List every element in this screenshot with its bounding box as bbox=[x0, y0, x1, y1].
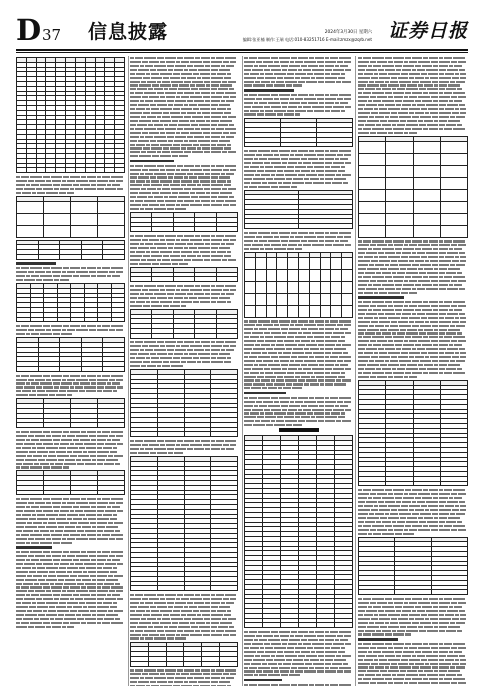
body-paragraph bbox=[244, 93, 353, 117]
table-cell bbox=[298, 257, 309, 269]
newspaper-logo: 证券日报 bbox=[387, 20, 468, 42]
table-cell bbox=[266, 293, 277, 305]
table-cell bbox=[157, 432, 184, 437]
table-cell bbox=[359, 213, 386, 225]
table-cell bbox=[342, 305, 353, 317]
data-table bbox=[16, 337, 125, 372]
data-table bbox=[130, 309, 238, 339]
table-cell bbox=[320, 293, 331, 305]
table-cell bbox=[413, 177, 440, 189]
table-cell bbox=[17, 255, 39, 260]
table-cell bbox=[46, 168, 56, 173]
table-cell bbox=[98, 490, 125, 495]
table-cell bbox=[131, 432, 158, 437]
body-paragraph bbox=[130, 284, 238, 308]
body-paragraph bbox=[130, 164, 238, 211]
table-cell bbox=[281, 142, 317, 147]
body-paragraph bbox=[358, 240, 468, 295]
table-cell bbox=[359, 201, 386, 213]
table-cell bbox=[17, 168, 27, 173]
masthead-rule-thin bbox=[16, 52, 468, 53]
table-cell bbox=[17, 201, 44, 213]
body-paragraph bbox=[244, 683, 353, 686]
body-paragraph bbox=[358, 56, 468, 135]
table-cell bbox=[71, 213, 98, 225]
table-cell bbox=[320, 269, 331, 281]
body-paragraph bbox=[358, 300, 468, 379]
data-table bbox=[16, 57, 125, 173]
table-cell bbox=[386, 177, 413, 189]
data-table bbox=[358, 380, 468, 487]
table-cell bbox=[98, 423, 125, 428]
table-cell bbox=[245, 305, 256, 317]
table-cell bbox=[298, 269, 309, 281]
data-table bbox=[130, 642, 238, 667]
table-cell bbox=[413, 213, 440, 225]
table-cell bbox=[359, 590, 395, 595]
table-cell bbox=[166, 661, 184, 666]
table-cell bbox=[60, 366, 82, 371]
data-table bbox=[130, 456, 238, 591]
table-cell bbox=[335, 623, 353, 628]
table-cell bbox=[56, 168, 66, 173]
table-cell bbox=[216, 333, 237, 338]
table-cell bbox=[386, 201, 413, 213]
body-paragraph bbox=[130, 56, 238, 158]
table-cell bbox=[157, 586, 184, 591]
table-cell bbox=[413, 165, 440, 177]
table-cell bbox=[440, 165, 467, 177]
table-cell bbox=[44, 225, 71, 237]
data-table bbox=[130, 267, 238, 282]
table-cell bbox=[263, 623, 281, 628]
table-cell bbox=[440, 213, 467, 225]
table-cell bbox=[81, 366, 103, 371]
table-cell bbox=[195, 333, 216, 338]
table-cell bbox=[44, 213, 71, 225]
table-cell bbox=[359, 141, 386, 153]
table-cell bbox=[60, 255, 82, 260]
table-cell bbox=[413, 481, 440, 486]
table-cell bbox=[220, 661, 238, 666]
table-cell bbox=[359, 225, 386, 237]
table-cell bbox=[440, 177, 467, 189]
table-cell bbox=[299, 224, 353, 229]
table-cell bbox=[413, 153, 440, 165]
announcement-columns bbox=[16, 56, 468, 686]
masthead-rule bbox=[16, 49, 468, 51]
body-paragraph bbox=[16, 550, 125, 629]
table-cell bbox=[44, 490, 71, 495]
publication-date: 2024年3月30日 星期六 bbox=[324, 30, 372, 35]
table-cell bbox=[309, 269, 320, 281]
table-cell bbox=[38, 366, 60, 371]
table-cell bbox=[30, 317, 44, 322]
table-cell bbox=[245, 269, 256, 281]
body-paragraph bbox=[358, 597, 468, 636]
table-cell bbox=[195, 277, 216, 282]
table-cell bbox=[386, 225, 413, 237]
table-cell bbox=[245, 293, 256, 305]
table-cell bbox=[131, 661, 149, 666]
table-cell bbox=[342, 269, 353, 281]
table-cell bbox=[184, 432, 211, 437]
column-3 bbox=[244, 56, 353, 686]
table-cell bbox=[245, 623, 263, 628]
table-cell bbox=[38, 255, 60, 260]
body-paragraph bbox=[16, 266, 125, 282]
table-cell bbox=[288, 281, 299, 293]
table-cell bbox=[131, 333, 152, 338]
table-cell bbox=[245, 142, 281, 147]
data-table bbox=[244, 252, 353, 318]
table-cell bbox=[331, 269, 342, 281]
table-cell bbox=[440, 225, 467, 237]
table-cell bbox=[359, 153, 386, 165]
table-cell bbox=[173, 333, 194, 338]
table-cell bbox=[342, 293, 353, 305]
table-cell bbox=[386, 189, 413, 201]
table-cell bbox=[17, 317, 31, 322]
table-cell bbox=[359, 165, 386, 177]
data-table bbox=[16, 283, 125, 322]
table-cell bbox=[440, 189, 467, 201]
table-cell bbox=[103, 366, 125, 371]
table-cell bbox=[298, 305, 309, 317]
table-cell bbox=[288, 305, 299, 317]
table-cell bbox=[105, 168, 115, 173]
table-cell bbox=[266, 305, 277, 317]
table-cell bbox=[255, 293, 266, 305]
table-cell bbox=[36, 168, 46, 173]
table-cell bbox=[115, 168, 125, 173]
section-title: 信息披露 bbox=[88, 21, 169, 43]
table-cell bbox=[66, 168, 76, 173]
table-cell bbox=[71, 317, 85, 322]
table-cell bbox=[266, 269, 277, 281]
data-table bbox=[16, 240, 125, 260]
table-cell bbox=[17, 490, 44, 495]
table-cell bbox=[440, 201, 467, 213]
table-cell bbox=[81, 255, 103, 260]
table-cell bbox=[413, 225, 440, 237]
table-cell bbox=[173, 277, 194, 282]
body-paragraph bbox=[130, 593, 238, 640]
body-paragraph bbox=[244, 320, 353, 391]
table-cell bbox=[255, 305, 266, 317]
table-cell bbox=[320, 281, 331, 293]
table-cell bbox=[320, 257, 331, 269]
body-paragraph bbox=[130, 341, 238, 369]
table-cell bbox=[44, 317, 58, 322]
page-number: 37 bbox=[42, 26, 62, 44]
table-cell bbox=[386, 481, 413, 486]
table-cell bbox=[111, 317, 125, 322]
masthead bbox=[16, 13, 468, 48]
data-table bbox=[244, 435, 353, 628]
table-cell bbox=[266, 257, 277, 269]
body-paragraph bbox=[244, 56, 353, 88]
column-2 bbox=[130, 56, 238, 686]
table-cell bbox=[245, 224, 299, 229]
table-cell bbox=[26, 168, 36, 173]
table-cell bbox=[255, 269, 266, 281]
table-cell bbox=[395, 590, 431, 595]
body-paragraph bbox=[358, 488, 468, 535]
table-cell bbox=[277, 269, 288, 281]
table-cell bbox=[44, 423, 71, 428]
table-cell bbox=[440, 141, 467, 153]
table-cell bbox=[413, 201, 440, 213]
announcement-title bbox=[244, 428, 353, 434]
table-cell bbox=[44, 201, 71, 213]
page-letter: D bbox=[16, 13, 41, 47]
table-cell bbox=[84, 317, 98, 322]
table-cell bbox=[17, 225, 44, 237]
table-cell bbox=[309, 257, 320, 269]
table-cell bbox=[277, 305, 288, 317]
body-paragraph bbox=[16, 374, 125, 398]
table-cell bbox=[152, 333, 173, 338]
body-paragraph bbox=[244, 630, 353, 677]
body-paragraph bbox=[130, 669, 238, 686]
data-table bbox=[358, 537, 468, 596]
table-cell bbox=[331, 281, 342, 293]
table-cell bbox=[277, 257, 288, 269]
table-cell bbox=[331, 257, 342, 269]
table-cell bbox=[413, 189, 440, 201]
table-cell bbox=[131, 277, 152, 282]
table-cell bbox=[71, 225, 98, 237]
table-cell bbox=[103, 255, 125, 260]
table-cell bbox=[288, 293, 299, 305]
table-cell bbox=[131, 586, 158, 591]
data-table bbox=[130, 369, 238, 437]
table-cell bbox=[309, 305, 320, 317]
table-cell bbox=[71, 423, 98, 428]
table-cell bbox=[440, 481, 467, 486]
data-table bbox=[16, 470, 125, 495]
column-1 bbox=[16, 56, 125, 686]
table-cell bbox=[71, 201, 98, 213]
table-cell bbox=[309, 281, 320, 293]
table-cell bbox=[281, 623, 299, 628]
table-cell bbox=[85, 168, 95, 173]
table-cell bbox=[359, 481, 386, 486]
table-cell bbox=[152, 277, 173, 282]
data-table bbox=[130, 212, 238, 232]
table-cell bbox=[288, 269, 299, 281]
body-paragraph bbox=[244, 231, 353, 251]
body-paragraph bbox=[16, 324, 125, 336]
table-cell bbox=[71, 490, 98, 495]
table-cell bbox=[245, 281, 256, 293]
data-table bbox=[358, 136, 468, 238]
table-cell bbox=[317, 623, 335, 628]
body-paragraph bbox=[358, 642, 468, 686]
table-cell bbox=[277, 281, 288, 293]
table-cell bbox=[255, 257, 266, 269]
table-cell bbox=[386, 153, 413, 165]
body-paragraph bbox=[244, 149, 353, 188]
data-table bbox=[16, 398, 125, 428]
data-table bbox=[244, 190, 353, 229]
table-cell bbox=[413, 141, 440, 153]
table-cell bbox=[277, 293, 288, 305]
data-table bbox=[16, 196, 125, 238]
table-cell bbox=[342, 281, 353, 293]
table-cell bbox=[359, 177, 386, 189]
table-cell bbox=[211, 586, 238, 591]
table-cell bbox=[131, 227, 152, 232]
table-cell bbox=[386, 141, 413, 153]
table-cell bbox=[288, 257, 299, 269]
table-cell bbox=[298, 293, 309, 305]
table-cell bbox=[17, 366, 39, 371]
body-paragraph bbox=[130, 234, 238, 266]
table-cell bbox=[184, 661, 202, 666]
data-table bbox=[244, 118, 353, 148]
table-cell bbox=[255, 281, 266, 293]
table-cell bbox=[184, 586, 211, 591]
editor-contact-line: 编辑:张亚楠 制作:王瑞 电话:010-83251716 E-mail:zmzx@zqrb.net bbox=[242, 37, 372, 42]
table-cell bbox=[152, 227, 173, 232]
table-cell bbox=[17, 213, 44, 225]
table-cell bbox=[98, 317, 112, 322]
column-4 bbox=[358, 56, 468, 686]
body-paragraph bbox=[16, 497, 125, 544]
table-cell bbox=[299, 623, 317, 628]
table-cell bbox=[17, 423, 44, 428]
table-cell bbox=[216, 227, 237, 232]
table-cell bbox=[216, 277, 237, 282]
table-cell bbox=[98, 201, 125, 213]
table-cell bbox=[98, 213, 125, 225]
table-cell bbox=[331, 305, 342, 317]
table-cell bbox=[148, 661, 166, 666]
table-cell bbox=[98, 225, 125, 237]
table-cell bbox=[359, 189, 386, 201]
table-cell bbox=[75, 168, 85, 173]
table-cell bbox=[245, 257, 256, 269]
table-cell bbox=[202, 661, 220, 666]
body-paragraph bbox=[16, 175, 125, 195]
table-cell bbox=[266, 281, 277, 293]
table-cell bbox=[331, 293, 342, 305]
body-paragraph bbox=[16, 430, 125, 469]
table-cell bbox=[431, 590, 467, 595]
table-cell bbox=[211, 432, 238, 437]
table-cell bbox=[342, 257, 353, 269]
table-cell bbox=[298, 281, 309, 293]
table-cell bbox=[386, 165, 413, 177]
table-cell bbox=[195, 227, 216, 232]
table-cell bbox=[95, 168, 105, 173]
body-paragraph bbox=[130, 439, 238, 455]
table-cell bbox=[320, 305, 331, 317]
table-cell bbox=[173, 227, 194, 232]
table-cell bbox=[309, 293, 320, 305]
table-cell bbox=[440, 153, 467, 165]
body-paragraph bbox=[244, 396, 353, 428]
table-cell bbox=[57, 317, 71, 322]
table-cell bbox=[317, 142, 353, 147]
table-cell bbox=[386, 213, 413, 225]
